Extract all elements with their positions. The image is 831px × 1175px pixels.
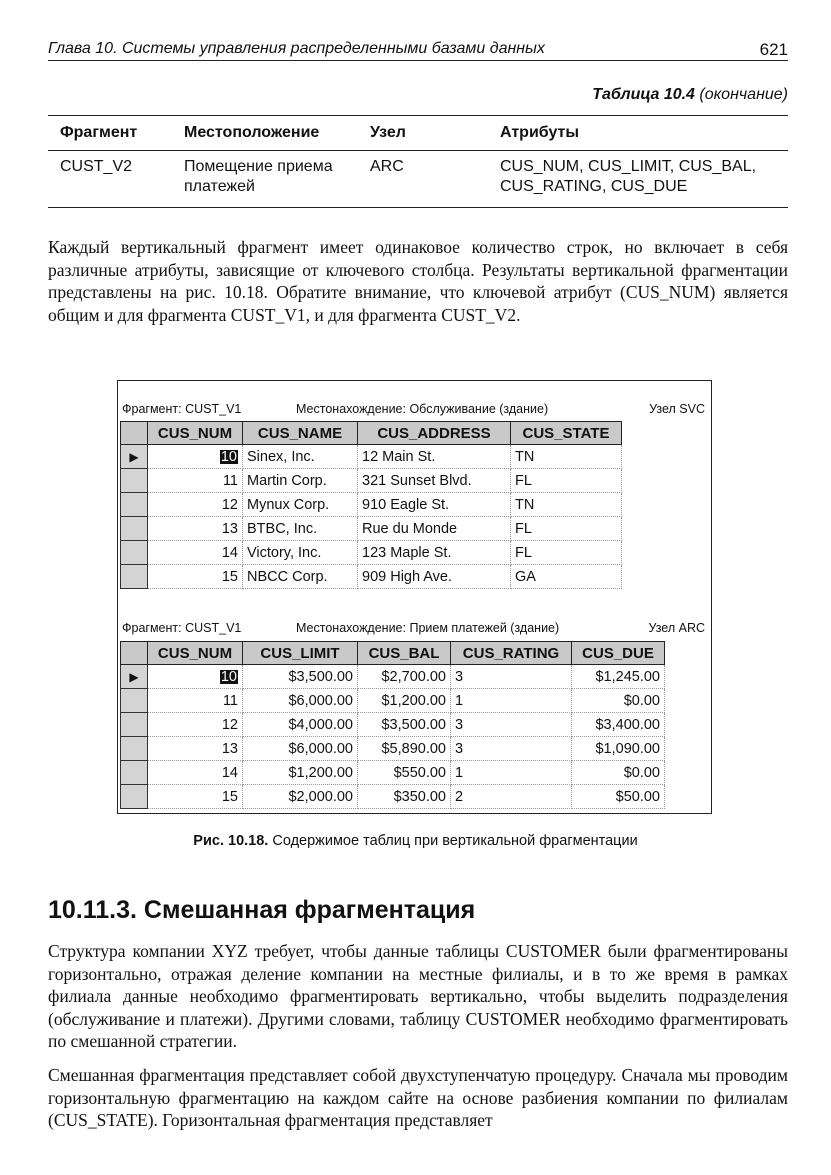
table-row[interactable] [121,565,622,589]
fragment1-node: Узел SVC [649,402,705,416]
table-row [48,151,788,208]
current-record-icon: ▶ [129,669,139,684]
section-title: 10.11.3. Смешанная фрагментация [48,896,476,924]
grid-column-header[interactable]: CUS_LIMIT [243,642,358,665]
grid-column-header[interactable]: CUS_BAL [358,642,451,665]
record-selector[interactable] [121,565,148,589]
grid-cell[interactable]: $3,500.00 [243,665,358,689]
table-cell: Помещение приема платежей [172,151,358,208]
grid-cell[interactable]: FL [511,517,622,541]
table-row[interactable] [121,541,622,565]
grid-cell[interactable]: $350.00 [358,785,451,809]
grid-cell[interactable]: TN [511,445,622,469]
paragraph-3: Смешанная фрагментация представляет собой двухступенчатую процедуру. Сначала мы проводим горизонтальную фрагментацию на каждом сайте на основе разбиения компании по филиалам (CUS_STATE). Горизонтальная фрагментация представляет [48,1065,788,1130]
table-row[interactable] [121,689,665,713]
grid-cell[interactable]: 123 Maple St. [358,541,511,565]
table-row[interactable] [121,713,665,737]
grid-cell[interactable]: GA [511,565,622,589]
grid-cell[interactable]: TN [511,493,622,517]
grid-cell[interactable]: $1,200.00 [358,689,451,713]
table-row[interactable] [121,665,665,689]
fragment2-label: Фрагмент: CUST_V1 [122,621,242,635]
grid-cell[interactable]: 3 [451,737,572,761]
table-header-cell: Местоположение [172,116,358,151]
grid-cell[interactable]: 2 [451,785,572,809]
table-row[interactable] [121,737,665,761]
grid-cell[interactable]: 1 [451,689,572,713]
grid-cell[interactable] [148,665,243,689]
grid-column-header[interactable]: CUS_RATING [451,642,572,665]
table-header-row [48,116,788,151]
grid-cell[interactable]: Rue du Monde [358,517,511,541]
grid-cell[interactable]: $0.00 [572,761,665,785]
figure-10-18 [117,380,712,814]
record-selector[interactable] [121,785,148,809]
grid-cell[interactable]: $3,400.00 [572,713,665,737]
running-header [48,38,788,61]
grid-cell[interactable]: 15 [148,565,243,589]
fragment2-location: Местонахождение: Прием платежей (здание) [296,621,560,635]
record-selector[interactable] [121,469,148,493]
record-selector[interactable] [121,665,148,689]
grid-cell[interactable]: 1 [451,761,572,785]
table-row[interactable] [121,445,622,469]
grid-cell[interactable]: $0.00 [572,689,665,713]
grid-cell[interactable]: 321 Sunset Blvd. [358,469,511,493]
grid-cell[interactable] [148,445,243,469]
grid-cell[interactable]: $2,700.00 [358,665,451,689]
grid-cell-cursor[interactable]: 10 [220,448,237,465]
table-caption-number: Таблица 10.4 [592,86,695,103]
table-header-cell: Фрагмент [48,116,172,151]
grid-cell[interactable]: Mynux Corp. [243,493,358,517]
grid-cell[interactable]: $6,000.00 [243,689,358,713]
grid-cell[interactable]: 14 [148,541,243,565]
record-selector[interactable] [121,761,148,785]
table-header-cell: Узел [358,116,488,151]
table-row[interactable] [121,493,622,517]
grid-cell[interactable]: Martin Corp. [243,469,358,493]
grid-column-header[interactable]: CUS_NUM [148,422,243,445]
fragment-table [48,115,788,208]
record-selector[interactable] [121,541,148,565]
paragraph-2: Структура компании XYZ требует, чтобы данные таблицы CUSTOMER были фрагментированы горизонтально, отражая деление компании на местные филиалы, и в то же время в рамках филиала данные необходимо фрагментировать вертикально, чтобы выделить подразделения (обслуживание и платежи). Другими словами, таблицу CUSTOMER необходимо фрагментировать по смешанной стратегии. [48,941,788,1051]
grid-cell[interactable]: 12 Main St. [358,445,511,469]
grid-cell[interactable]: $1,245.00 [572,665,665,689]
grid-corner-cell [121,642,148,665]
table-row[interactable] [121,469,622,493]
table-row[interactable] [121,785,665,809]
record-selector[interactable] [121,493,148,517]
grid-cell[interactable]: 13 [148,737,243,761]
grid-cell[interactable]: $5,890.00 [358,737,451,761]
grid-cell[interactable]: Sinex, Inc. [243,445,358,469]
grid-cell[interactable]: $1,090.00 [572,737,665,761]
grid-cell[interactable]: 11 [148,469,243,493]
fragment2-grid [120,641,665,809]
grid-cell[interactable]: 15 [148,785,243,809]
table-cell: ARC [358,151,488,208]
fragment1-location: Местонахождение: Обслуживание (здание) [296,402,549,416]
table-caption [592,86,788,104]
grid-cell[interactable]: 910 Eagle St. [358,493,511,517]
grid-cell[interactable]: BTBC, Inc. [243,517,358,541]
grid-column-header[interactable]: CUS_NAME [243,422,358,445]
grid-cell[interactable]: $1,200.00 [243,761,358,785]
record-selector[interactable] [121,445,148,469]
fragment1-grid [120,421,622,589]
table-header-cell: Атрибуты [488,116,788,151]
grid-cell[interactable]: $550.00 [358,761,451,785]
grid-cell[interactable]: 909 High Ave. [358,565,511,589]
grid-cell[interactable]: NBCC Corp. [243,565,358,589]
grid-cell[interactable]: Victory, Inc. [243,541,358,565]
grid-cell[interactable]: 3 [451,713,572,737]
grid-header-row [121,422,622,445]
table-row[interactable] [121,517,622,541]
grid-column-header[interactable]: CUS_DUE [572,642,665,665]
figure-caption-number: Рис. 10.18. [193,833,269,849]
grid-cell[interactable]: 3 [451,665,572,689]
grid-column-header[interactable]: CUS_ADDRESS [358,422,511,445]
grid-cell[interactable]: $3,500.00 [358,713,451,737]
grid-cell[interactable]: $6,000.00 [243,737,358,761]
grid-cell[interactable]: 11 [148,689,243,713]
table-row[interactable] [121,761,665,785]
grid-corner-cell [121,422,148,445]
grid-column-header[interactable]: CUS_NUM [148,642,243,665]
grid-cell[interactable]: $50.00 [572,785,665,809]
record-selector[interactable] [121,689,148,713]
grid-cell[interactable]: $4,000.00 [243,713,358,737]
figure-caption-text: Содержимое таблиц при вертикальной фрагментации [268,833,638,849]
figure-caption [0,833,831,849]
table-cell: CUS_NUM, CUS_LIMIT, CUS_BAL, CUS_RATING, CUS_DUE [488,151,788,208]
record-selector[interactable] [121,713,148,737]
fragment2-node: Узел ARC [648,621,705,635]
grid-cell[interactable]: $2,000.00 [243,785,358,809]
table-caption-note: (окончание) [694,86,788,103]
current-record-icon: ▶ [129,449,139,464]
grid-header-row [121,642,665,665]
paragraph-1: Каждый вертикальный фрагмент имеет одинаковое количество строк, но включает в себя различные атрибуты, зависящие от ключевого столбца. Результаты вертикальной фрагментации представлены на рис. 10.18. Обратите внимание, что ключевой атрибут (CUS_NUM) является общим и для фрагмента CUST_V1, и для фрагмента CUST_V2. [48,237,788,325]
fragment1-label: Фрагмент: CUST_V1 [122,402,242,416]
record-selector[interactable] [121,517,148,541]
table-cell: CUST_V2 [48,151,172,208]
record-selector[interactable] [121,737,148,761]
grid-cell[interactable]: 13 [148,517,243,541]
grid-cell[interactable]: 12 [148,493,243,517]
grid-cell-cursor[interactable]: 10 [220,668,237,685]
grid-cell[interactable]: 12 [148,713,243,737]
grid-cell[interactable]: FL [511,541,622,565]
page-number: 621 [759,40,788,59]
grid-column-header[interactable]: CUS_STATE [511,422,622,445]
chapter-title: Глава 10. Системы управления распределенными базами данных [48,40,545,57]
grid-cell[interactable]: FL [511,469,622,493]
grid-cell[interactable]: 14 [148,761,243,785]
